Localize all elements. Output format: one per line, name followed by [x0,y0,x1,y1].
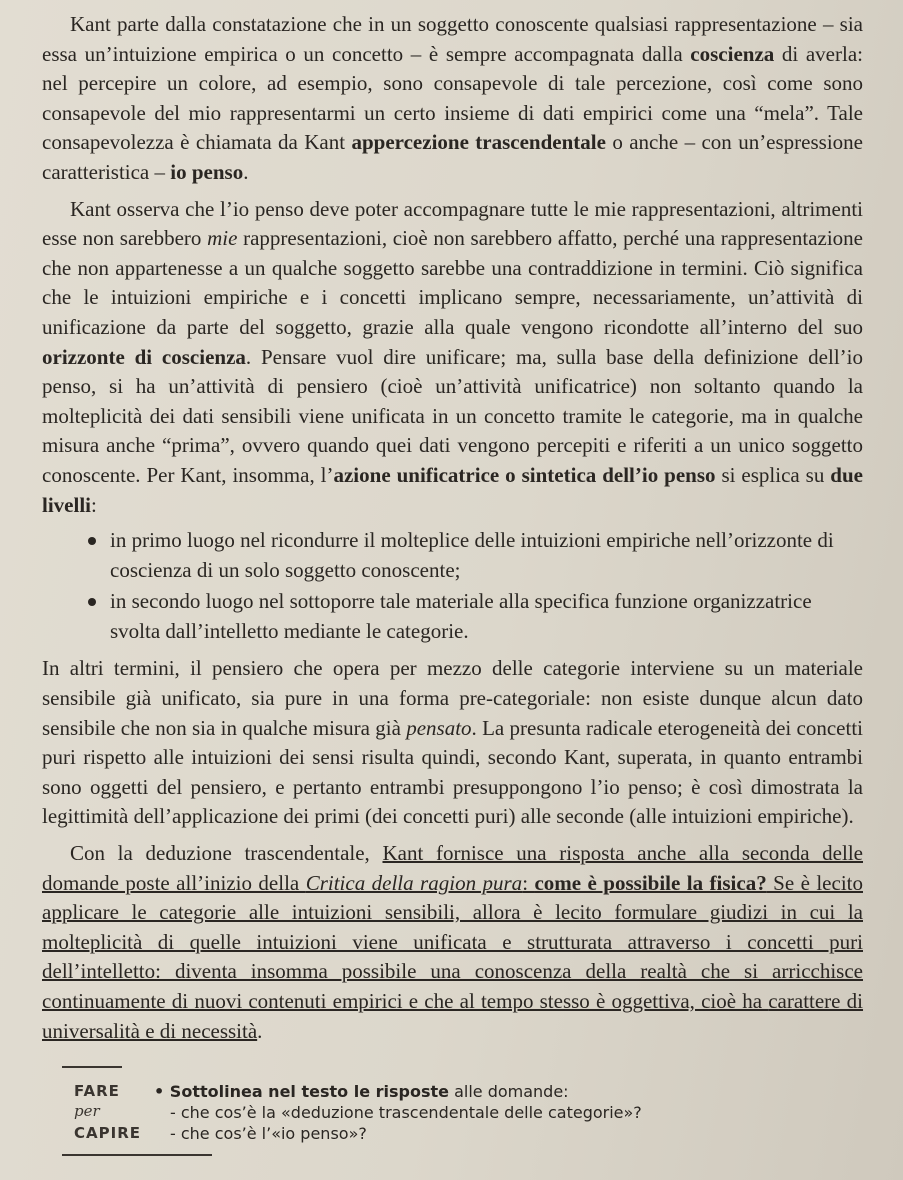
list-item: in primo luogo nel ricondurre il molteplice delle intuizioni empiriche nell’orizzonte di coscienza di un solo soggetto conoscente; [110,526,863,585]
box-question-2: - che cos’è l’«io penso»? [170,1124,367,1143]
box-instruction: • Sottolinea nel testo le risposte alle domande: [154,1082,569,1101]
box-label-fare: FARE [74,1082,120,1100]
underlined-conclusion: carattere di universalità e di necessità [42,989,864,1043]
term-coscienza: coscienza [690,41,775,66]
divider [62,1154,212,1156]
question-fisica: come è possibile la fisica? [534,870,767,895]
term-appercezione-trascendentale: appercezione trascendentale [351,130,606,155]
term-io-penso: io penso [170,159,244,184]
term-due-livelli: due livelli [42,462,863,517]
paragraph-deduzione: Con la deduzione trascendentale, Kant fornisce una risposta anche alla seconda delle domande poste all’inizio della Critica della ragion pura: come è possibile la fisica? Se è lecito applicare le categorie alle intuizioni sensibili, allora è lecito formulare giudizi in cui la molteplicità di quelle intuizioni viene unificata e strutturata attraverso i concetti puri dell’intelletto: diventa insomma possibile una conoscenza della realtà che si arricchisce continuamente di nuovi contenuti empirici e che al tempo stesso è oggettiva, cioè ha carattere di universalità e di necessità. [42,841,864,1043]
paragraph-io-penso: Kant osserva che l’io penso deve poter accompagnare tutte le mie rappresentazioni, altrimenti esse non sarebbero mie rappresentazioni, cioè non sarebbero affatto, perché una rappresentazione che non appartenesse a un qualche soggetto sarebbe una contraddizione in termini. Ciò significa che le intuizioni empiriche e i concetti implicano sempre, necessariamente, un’attività di unificazione da parte del soggetto, grazie alla quale vengono ricondotte all’interno del suo orizzonte di coscienza. Pensare vuol dire unificare; ma, sulla base della definizione dell’io penso, si ha un’attività di pensiero (cioè un’attività unificatrice) non soltanto quando la molteplicità dei dati sensibili viene unificata in un concetto tramite le categorie, ma in qualche misura anche “prima”, ovvero quando quei dati vengono percepiti e riferiti a un unico soggetto conoscente. Per Kant, insomma, l’azione unificatrice o sintetica dell’io penso si esplica su due livelli: [42,196,864,517]
bullet-icon [88,537,96,545]
paragraph-altri-termini: In altri termini, il pensiero che opera per mezzo delle categorie interviene su un materiale sensibile già unificato, sia pure in una forma pre-categoriale: non esiste dunque alcun dato sensibile che non sia in qualche misura già pensato. La presunta radicale eterogeneità dei concetti puri rispetto alle intuizioni dei sensi risulta quindi, secondo Kant, superata, in quanto entrambi sono oggetti del pensiero, e pertanto entrambi presuppongono l’io penso; è così dimostrata la legittimità dell’applicazione dei primi (dei concetti puri) alle seconde (alle intuizioni empiriche). [42,656,863,829]
list-item: in secondo luogo nel sottoporre tale materiale alla specifica funzione organizzatrice svolta dall’intelletto mediante le categorie. [110,587,863,646]
divider [62,1066,122,1068]
title-critica: Critica della ragion pura [305,870,523,895]
emphasis-pensato: pensato [406,715,472,740]
levels-list [42,526,863,646]
term-azione-unificatrice: azione unificatrice o sintetica dell’io penso [333,462,716,487]
paragraph-appercezione: Kant parte dalla constatazione che in un soggetto conoscente qualsiasi rappresentazione – sia essa un’intuizione empirica o un concetto – è sempre accompagnata dalla coscienza di averla: nel percepire un colore, ad esempio, sono consapevole di tale percezione, così come sono consapevole del mio rappresentarmi un certo insieme di dati empirici come una “mela”. Tale consapevolezza è chiamata da Kant appercezione trascendentale o anche – con un’espressione caratteristica – io penso. [42,12,863,184]
emphasis-mie: mie [207,226,238,251]
term-orizzonte-di-coscienza: orizzonte di coscienza [42,344,246,369]
box-label-capire: CAPIRE [74,1124,141,1142]
box-question-1: - che cos’è la «deduzione trascendentale delle categorie»? [170,1103,642,1122]
bullet-icon [88,598,96,606]
underlined-answer: Kant fornisce una risposta anche alla seconda delle domande poste all’inizio della [42,841,863,895]
box-label-per: per [74,1102,100,1120]
